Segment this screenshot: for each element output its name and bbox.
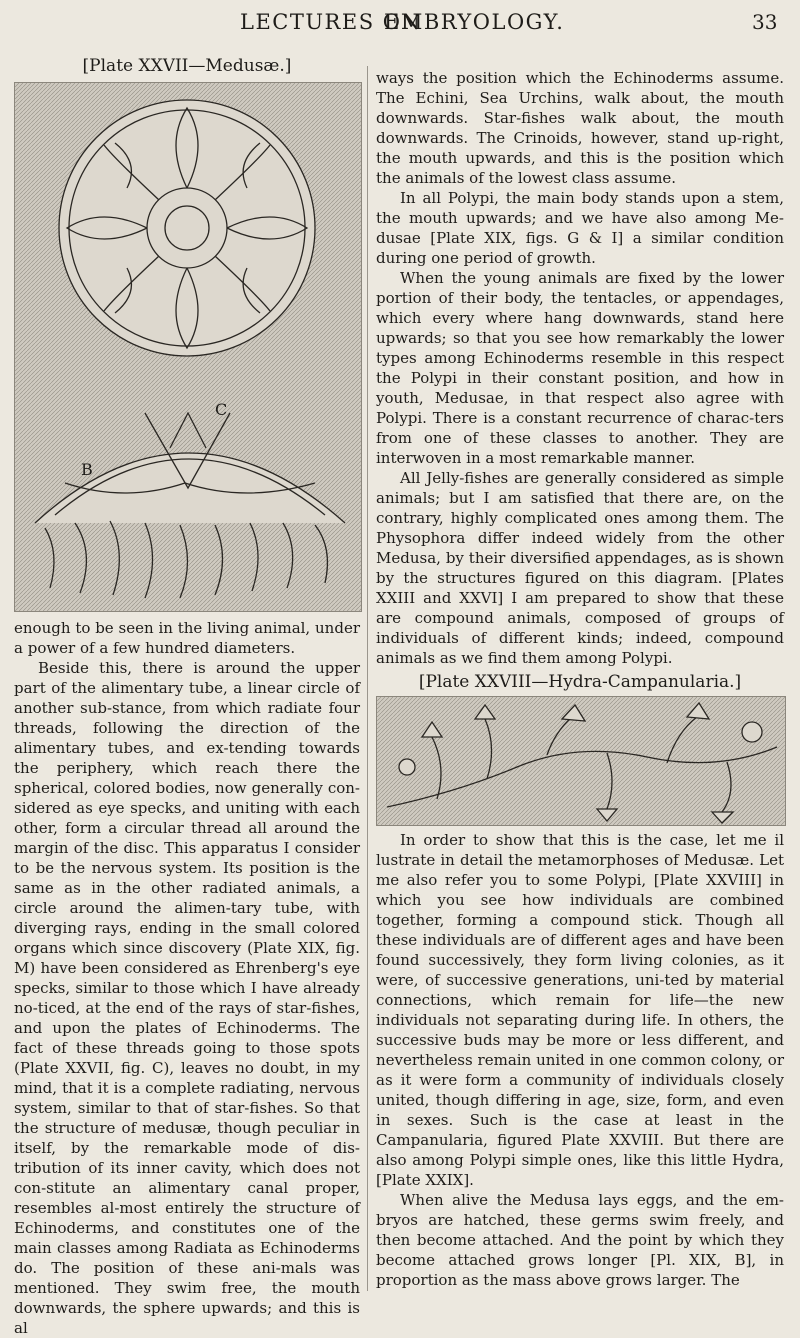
paragraph-2: Beside this, there is around the upper part of the alimentary tube, a linear circle of another sub-stance, from which radiate four threads, following the direction of the alimentary tubes, and ex-tending towards the periphery, which reach there the spherical, colored bodies, now generally con-sidered as eye specks, and uniting with each other, form a circular thread all around the margin of the disc. This apparatus I consider to be the nervous system. Its position is the same as in the other radiated animals, a circle around the alimen-tary tube, with diverging rays, ending in the small colored organs which since discovery (Plate XIX, fig. M) have been considered as Ehrenberg's eye specks, similar to those which I have already no-ticed, at the end of the rays of star-fishes, and upon the plates of Echinoderms. The fact of these threads going to those spots (Plate XXVII, fig. C), leaves no doubt, in my mind, that it is a complete radiating, nervous system, similar to that of star-fishes. So that the structure of medusæ, though peculiar in itself, by the remarkable mode of dis-tribution of its inner cavity, which does not con-stitute an alimentary canal proper, resembles al-most entirely the structure of Echinoderms, and constitutes one of the main classes among Radiata as Echinoderms do. The position of these ani-mals was mentioned. They swim free, the mouth downwards, the sphere upwards; and this is al [14,659,360,1337]
paragraph-7: In order to show that this is the case, let me il lustrate in detail the metamorphoses of Medusæ. Let me also refer you to some Polypi, [Plate XXVIII] in which you see how individuals are combined together, forming a compound stick. Though all these individuals are of different ages and have been found successively, they form living colonies, as it were, of successive generations, uni-ted by material connections, which remain for life—the new individuals not separating during life. In others, the successive buds may be more or less different, and nevertheless remain united in one common colony, or as it were form a community of individuals closely united, though differing in age, size, form, and even in sexes. Such is the case at least in the Campanularia, figured Plate XXVIII. But there are also among Polypi simple ones, like this little Hydra, [Plate XXIX]. [376,831,784,1189]
plate-caption-medusae: [Plate XXVII—Medusæ.] [82,56,292,76]
medusae-drawing [15,83,361,611]
left-column [14,56,360,1338]
right-body-text-top [376,68,784,668]
right-body-text-bottom [376,830,784,1290]
plate-illustration-medusae [14,82,362,612]
figure-label-b: B [81,460,93,479]
left-body-text [14,618,360,1338]
running-head-left: LECTURES ON [240,10,422,34]
hydra-campanularia-drawing [377,697,785,825]
paragraph-3: ways the position which the Echinoderms assume. The Echini, Sea Urchins, walk about, the mouth downwards. Star-fishes walk about, the mouth downwards. The Crinoids, however, stand up-right, the mouth upwards, and this is the position which the animals of the lowest class assume. [376,69,784,187]
figure-label-c: C [215,400,228,419]
running-head-right: EMBRYOLOGY. [384,10,565,34]
page-number: 33 [752,10,778,34]
plate-illustration-hydra-campanularia [376,696,786,826]
plate-caption-hydra: [Plate XXVIII—Hydra-Campanularia.] [418,672,742,692]
paragraph-8: When alive the Medusa lays eggs, and the em-bryos are hatched, these germs swim freely, and then become attached. And the point by which they become attached grows longer [Pl. XIX, B], in proportion as the mass above grows larger. The [376,1191,784,1289]
paragraph-6: All Jelly-fishes are generally considered as simple animals; but I am satisfied that there are, on the contrary, highly complicated ones among them. The Physophora differ indeed widely from the other Medusa, by their diversified appendages, as is shown by the structures figured on this diagram. [Plates XXIII and XXVI] I am prepared to show that these are compound animals, composed of groups of individuals of different kinds; indeed, compound animals as we find them among Polypi. [376,469,784,667]
right-column [376,68,784,1290]
paragraph-4: In all Polypi, the main body stands upon a stem, the mouth upwards; and we have also among Me-dusae [Plate XIX, figs. G & I] a similar condition during one period of growth. [376,189,784,267]
paragraph-5: When the young animals are fixed by the lower portion of their body, the tentacles, or appendages, which every where hang downwards, stand here upwards; so that you see how remarkably the lower types among Echinoderms resemble in this respect the Polypi in their constant position, and how in youth, Medusae, in that respect also agree with Polypi. There is a constant recurrence of charac-ters from one of these classes to another. They are interwoven in a most remarkable manner. [376,269,784,467]
paragraph-1: enough to be seen in the living animal, under a power of a few hundred diameters. [14,619,360,657]
column-divider [367,66,368,1291]
medusa-disc-figure [59,100,315,356]
